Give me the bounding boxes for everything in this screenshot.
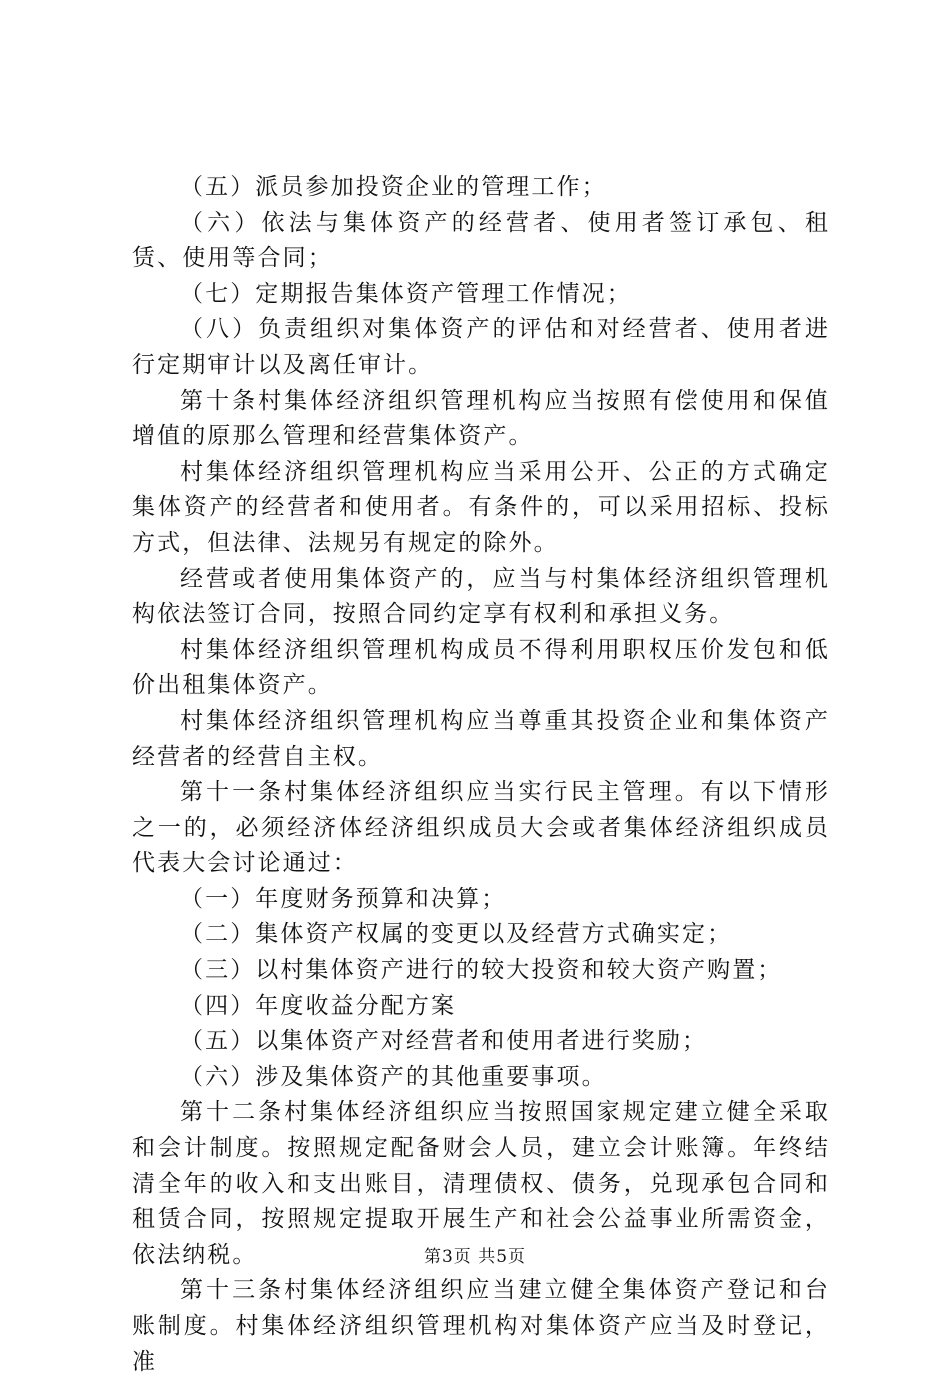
paragraph: （五）以集体资产对经营者和使用者进行奖励； (180, 1028, 708, 1055)
paragraph: （八）负责组织对集体资产的评估和对经营者、使用者进行定期审计以及离任审计。 (132, 316, 830, 378)
paragraph: （四）年度收益分配方案 (180, 992, 457, 1019)
paragraph: 第十三条村集体经济组织应当建立健全集体资产登记和台账制度。村集体经济组织管理机构对集体资产应当及时登记，准 (132, 1277, 830, 1375)
paragraph: 第十一条村集体经济组织应当实行民主管理。有以下情形之一的，必须经济体经济组织成员大会或者集体经济组织成员代表大会讨论通过： (132, 779, 830, 877)
paragraph: 村集体经济组织管理机构成员不得利用职权压价发包和低价出租集体资产。 (132, 636, 830, 699)
paragraph: 经营或者使用集体资产的，应当与村集体经济组织管理机构依法签订合同，按照合同约定享有权利和承担义务。 (132, 565, 830, 628)
paragraph: （五）派员参加投资企业的管理工作； (180, 174, 607, 200)
paragraph: 村集体经济组织管理机构应当尊重其投资企业和集体资产经营者的经营自主权。 (132, 707, 830, 770)
page-number-footer: 第3页 共5页 (423, 1247, 527, 1267)
paragraph: 村集体经济组织管理机构应当采用公开、公正的方式确定集体资产的经营者和使用者。有条件的，可以采用招标、投标方式，但法律、法规另有规定的除外。 (132, 458, 830, 556)
paragraph: （六）涉及集体资产的其他重要事项。 (180, 1063, 607, 1090)
paragraph: （三）以村集体资产进行的较大投资和较大资产购置； (180, 957, 783, 984)
paragraph: （一）年度财务预算和决算； (180, 885, 507, 912)
paragraph: （二）集体资产权属的变更以及经营方式确实定； (180, 921, 733, 948)
paragraph: 第十条村集体经济组织管理机构应当按照有偿使用和保值增值的原那么管理和经营集体资产。 (132, 387, 830, 450)
paragraph: 第十二条村集体经济组织应当按照国家规定建立健全采取和会计制度。按照规定配备财会人员，建立会计账簿。年终结清全年的收入和支出账目，清理债权、债务，兑现承包合同和租赁合同，按照规定提取开展生产和社会公益事业所需资金，依法纳税。 (132, 1099, 830, 1268)
paragraph: （七）定期报告集体资产管理工作情况； (180, 280, 632, 307)
document-body (132, 170, 830, 1380)
paragraph: （六）依法与集体资产的经营者、使用者签订承包、租赁、使用等合同； (132, 209, 830, 272)
